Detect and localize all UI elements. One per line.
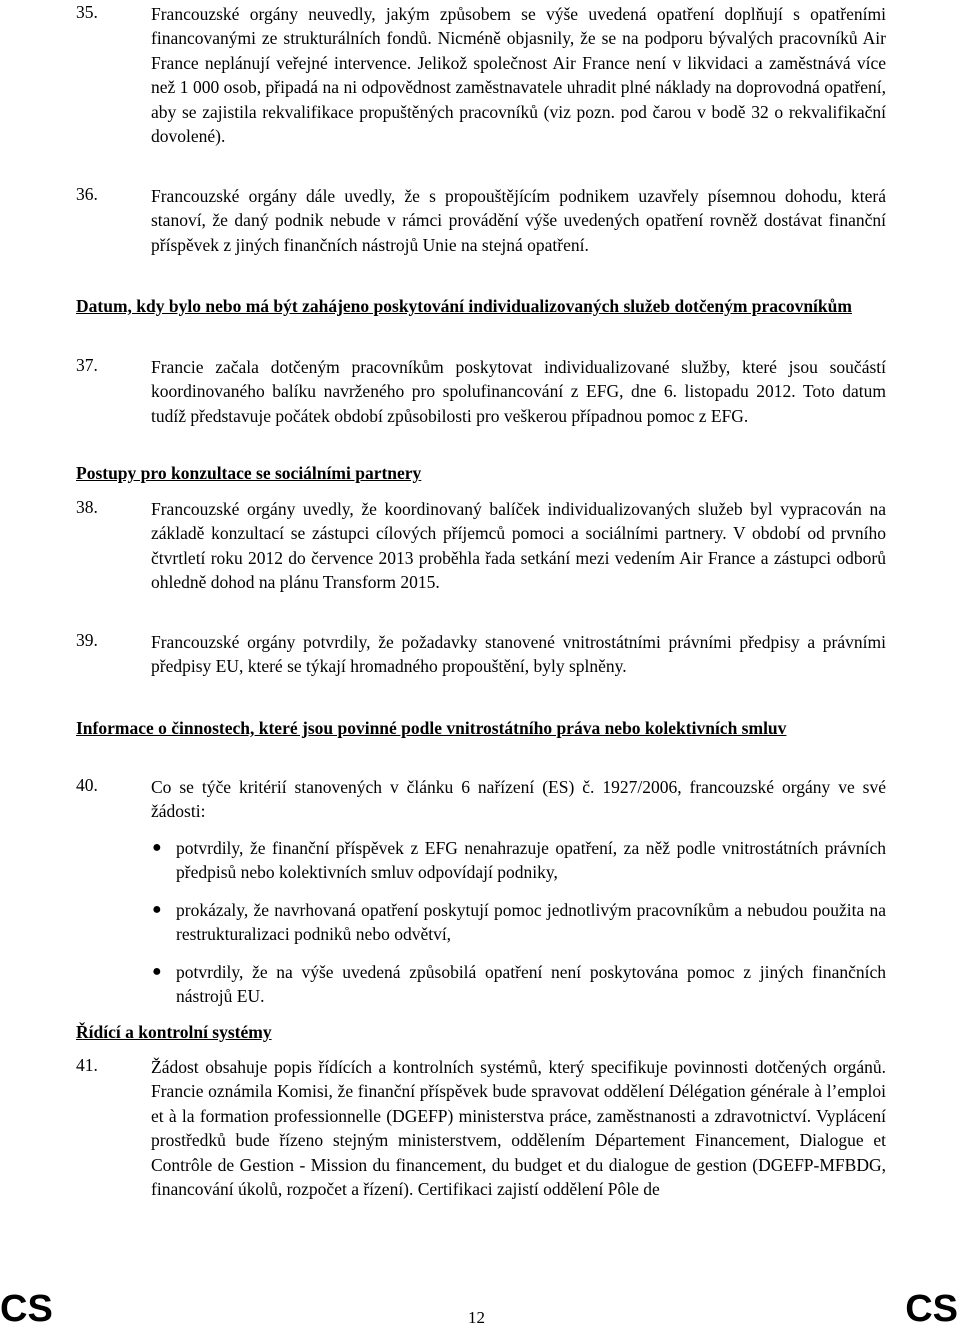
list-item bbox=[152, 836, 886, 885]
paragraph-37 bbox=[76, 355, 886, 428]
bullet-icon: ● bbox=[152, 962, 162, 980]
list-item-text: prokázaly, že navrhovaná opatření poskytují pomoc jednotlivým pracovníkům a nebudou použita na restrukturalizaci podniků nebo odvětví, bbox=[176, 899, 886, 945]
footer-language-code-right: CS bbox=[905, 1288, 958, 1330]
section-heading-postupy: Postupy pro konzultace se sociálními partnery bbox=[76, 463, 422, 483]
paragraph-38 bbox=[76, 497, 886, 595]
list-item bbox=[152, 960, 886, 1009]
paragraph-41 bbox=[76, 1055, 886, 1201]
paragraph-number: 39. bbox=[76, 630, 98, 650]
paragraph-text: Francie začala dotčeným pracovníkům poskytovat individualizované služby, které jsou součástí koordinovaného balíku navrženého pro spolufinancování z EFG, dne 6. listopadu 2012. Toto datum tudíž představuje počátek období způsobilosti pro veškerou případnou pomoc z EFG. bbox=[151, 357, 886, 426]
paragraph-36 bbox=[76, 184, 886, 257]
paragraph-39 bbox=[76, 630, 886, 679]
paragraph-text: Co se týče kritérií stanovených v článku 6 nařízení (ES) č. 1927/2006, francouzské orgány ve své žádosti: bbox=[151, 777, 886, 822]
paragraph-text: Žádost obsahuje popis řídících a kontrolních systémů, který specifikuje povinnosti dotčených orgánů. Francie oznámila Komisi, že finanční příspěvek bude spravovat oddělení Délégation générale à l’emploi et à la formation professionnelle (DGEFP) ministerstva práce, zaměstnanosti a zdravotnictví. Vyplácení prostředků bude řízeno stejným ministerstvem, oddělením Département Financement, Dialogue et Contrôle de Gestion - Mission du financement, du budget et du dialogue de gestion (DGEFP-MFBDG, financování úkolů, rozpočet a řízení). Certifikaci zajistí oddělení Pôle de bbox=[151, 1057, 886, 1200]
list-item-text: potvrdily, že finanční příspěvek z EFG nenahrazuje opatření, za něž podle vnitrostátních právních předpisů nebo kolektivních smluv odpovídají podniky, bbox=[176, 838, 886, 883]
paragraph-number: 35. bbox=[76, 2, 98, 22]
page-number: 12 bbox=[468, 1308, 485, 1327]
paragraph-number: 37. bbox=[76, 355, 98, 375]
paragraph-text: Francouzské orgány potvrdily, že požadavky stanovené vnitrostátními právními předpisy a právními předpisy EU, které se týkají hromadného propouštění, byly splněny. bbox=[151, 632, 886, 677]
section-heading-ridici: Řídící a kontrolní systémy bbox=[76, 1022, 272, 1042]
bullet-icon: ● bbox=[152, 839, 162, 856]
section-heading-datum: Datum, kdy bylo nebo má být zahájeno poskytování individualizovaných služeb dotčeným pracovníkům bbox=[76, 296, 852, 316]
paragraph-number: 36. bbox=[76, 184, 98, 204]
paragraph-number: 38. bbox=[76, 497, 98, 517]
paragraph-number: 40. bbox=[76, 775, 98, 795]
section-heading-informace: Informace o činnostech, které jsou povinné podle vnitrostátního práva nebo kolektivních smluv bbox=[76, 718, 787, 738]
bullet-icon: ● bbox=[152, 900, 162, 918]
list-item-text: potvrdily, že na výše uvedená způsobilá opatření není poskytována pomoc z jiných finančních nástrojů EU. bbox=[176, 961, 886, 1007]
paragraph-text: Francouzské orgány uvedly, že koordinovaný balíček individualizovaných služeb byl vypracován na základě konzultací se zástupci cílových příjemců pomoci a sociálními partnery. V období od prvního čtvrtletí roku 2012 do července 2013 proběhla řada setkání mezi vedením Air France a zástupci odborů ohledně dohod na plánu Transform 2015. bbox=[151, 499, 886, 593]
footer-language-code-left: CS bbox=[0, 1288, 53, 1330]
paragraph-35 bbox=[76, 2, 886, 148]
list-item bbox=[152, 898, 886, 947]
paragraph-40 bbox=[76, 775, 886, 824]
paragraph-text: Francouzské orgány neuvedly, jakým způsobem se výše uvedená opatření doplňují s opatřeními financovanými ze strukturálních fondů. Nicméně objasnily, že se na podporu bývalých pracovníků Air France neplánují veřejné intervence. Jelikož společnost Air France není v likvidaci a zaměstnává více než 1 000 osob, připadá na ni odpovědnost zaměstnavatele uhradit plné náklady na doprovodná opatření, aby se zajistila rekvalifikace propuštěných pracovníků (viz pozn. pod čarou v bodě 32 o rekvalifikační dovolené). bbox=[151, 4, 886, 147]
paragraph-text: Francouzské orgány dále uvedly, že s propouštějícím podnikem uzavřely písemnou dohodu, která stanoví, že daný podnik nebude v rámci provádění výše uvedených opatření rovněž dostávat finanční příspěvek z jiných finančních nástrojů Unie na stejná opatření. bbox=[151, 186, 886, 255]
criteria-list bbox=[152, 836, 886, 1021]
paragraph-number: 41. bbox=[76, 1055, 98, 1075]
